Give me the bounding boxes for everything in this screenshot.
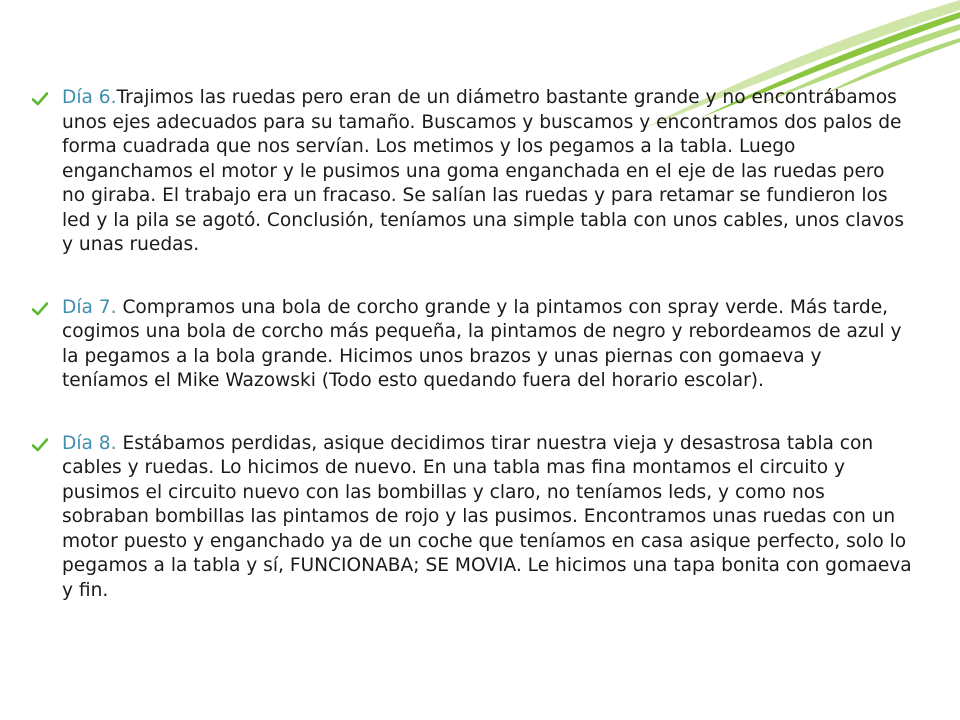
checkmark-icon (32, 302, 48, 316)
day-label: Día 8. (62, 432, 117, 454)
day-label: Día 6. (62, 87, 117, 108)
bullet-list (32, 86, 912, 641)
day-label: Día 7. (62, 296, 117, 318)
bullet-text: Compramos una bola de corcho grande y la pintamos con spray verde. Más tarde, cogimos una bola de corcho más pequeña, la pintamos de negro y rebordeamos de azul y la pegamos a la bola grande. Hicimos unos brazos y unas piernas con gomaeva y teníamos el Mike Wazowski (Todo esto quedando fuera del horario escolar). (62, 296, 902, 391)
bullet-text: Estábamos perdidas, asique decidimos tirar nuestra vieja y desastrosa tabla con cables y ruedas. Lo hicimos de nuevo. En una tabla mas fina montamos el circuito y pusimos el circuito nuevo con las bombillas y claro, no teníamos leds, y como nos sobraban bombillas las pintamos de rojo y las pusimos. Encontramos unas ruedas con un motor puesto y enganchado ya de un coche que teníamos en casa asique perfecto, solo lo pegamos a la tabla y sí, FUNCIONABA; SE MOVIA. Le hicimos una tapa bonita con gomaeva y fin. (62, 432, 912, 601)
bullet-text: Trajimos las ruedas pero eran de un diámetro bastante grande y no encontrábamos unos ejes adecuados para su tamaño. Buscamos y buscamos y encontramos dos palos de forma cuadrada que nos servían. Los metimos y los pegamos a la tabla. Luego enganchamos el motor y le pusimos una goma enganchada en el eje de las ruedas pero no giraba. El trabajo era un fracaso. Se salían las ruedas y para retamar se fundieron los led y la pila se agotó. Conclusión, teníamos una simple tabla con unos cables, unos clavos y unas ruedas. (62, 87, 905, 255)
checkmark-icon (32, 438, 48, 452)
bullet-item-dia-8 (32, 432, 912, 604)
bullet-item-dia-7 (32, 296, 912, 394)
checkmark-icon (32, 92, 48, 106)
bullet-item-dia-6 (32, 86, 912, 258)
